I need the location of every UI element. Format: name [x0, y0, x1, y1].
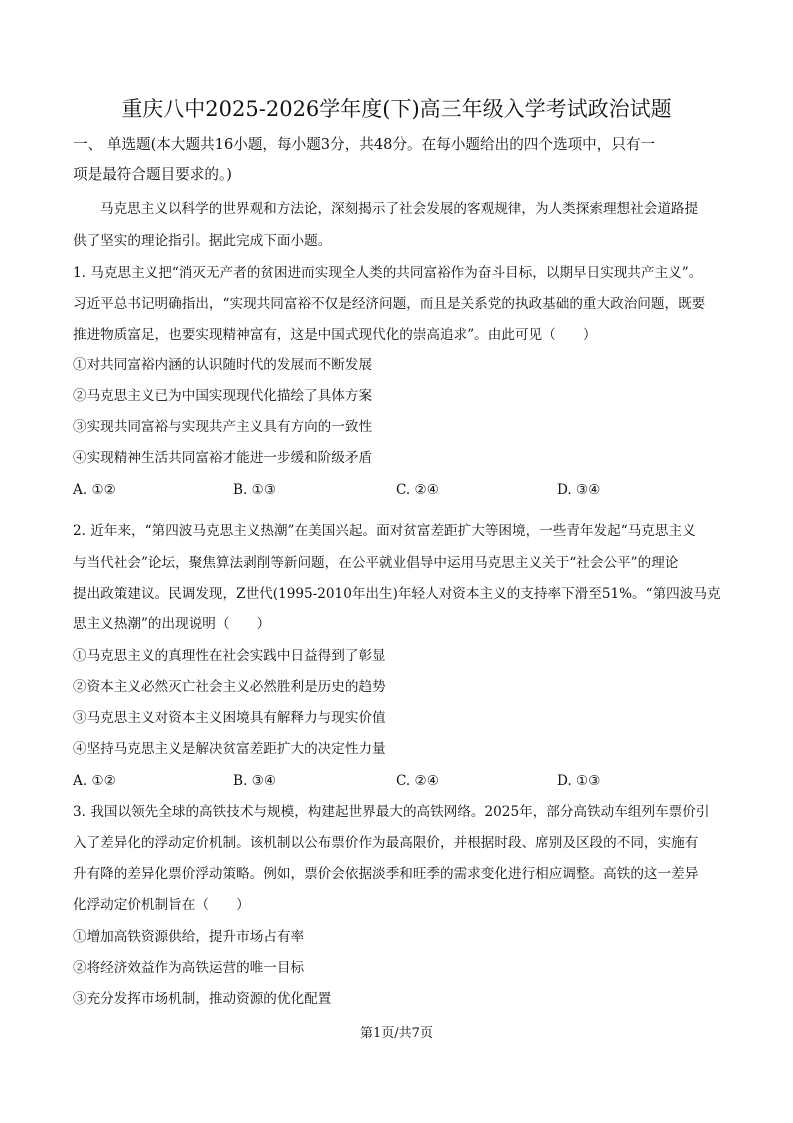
exam-title: 重庆八中2025-2026学年度(下)高三年级入学考试政治试题 [121, 97, 672, 121]
option-c: C. ②④ [396, 773, 439, 789]
section-heading-line2: 项是最符合题目要求的。) [73, 166, 232, 183]
section-heading-line1: 一、 单选题(本大题共16小题，每小题3分，共48分。在每小题给出的四个选项中，只有一 [73, 136, 656, 153]
option-a: A. ①② [73, 773, 116, 789]
intro-line2: 供了坚实的理论指引。据此完成下面小题。 [73, 233, 332, 249]
statement-2: ②将经济效益作为高铁运营的唯一目标 [73, 960, 305, 976]
option-b: B. ③④ [233, 773, 277, 789]
question-stem-line: 与当代社会”论坛，聚焦算法剥削等新问题，在公平就业倡导中运用马克思主义关于“社会公平”的理论 [73, 555, 679, 571]
statement-4: ④实现精神生活共同富裕才能进一步缓和阶级矛盾 [73, 450, 373, 466]
page-number: 第1页/共7页 [360, 1026, 433, 1041]
question-stem-line: 入了差异化的浮动定价机制。该机制以公布票价作为最高限价，并根据时段、席别及区段的不同，实施有 [73, 835, 699, 851]
statement-4: ④坚持马克思主义是解决贫富差距扩大的决定性力量 [73, 741, 386, 757]
statement-1: ①对共同富裕内涵的认识随时代的发展而不断发展 [73, 357, 373, 373]
question-stem-line: 2. 近年来，“第四波马克思主义热潮”在美国兴起。面对贫富差距扩大等困境，一些青年发起“马克思主义 [73, 523, 696, 539]
statement-1: ①增加高铁资源供给，提升市场占有率 [73, 929, 305, 945]
question-stem-line: 推进物质富足，也要实现精神富有，这是中国式现代化的崇高追求”。由此可见（ ） [73, 327, 597, 343]
statement-3: ③马克思主义对资本主义困境具有解释力与现实价值 [73, 710, 386, 726]
option-b: B. ①③ [233, 482, 277, 498]
question-stem-line: 思主义热潮”的出现说明（ ） [73, 616, 271, 632]
question-stem-line: 升有降的差异化票价浮动策略。例如，票价会依据淡季和旺季的需求变化进行相应调整。高铁的这一差异 [73, 866, 699, 882]
option-c: C. ②④ [396, 482, 439, 498]
question-stem-line: 3. 我国以领先全球的高铁技术与规模，构建起世界最大的高铁网络。2025年，部分高铁动车组列车票价引 [73, 804, 710, 820]
statement-2: ②马克思主义已为中国实现现代化描绘了具体方案 [73, 388, 373, 404]
option-d: D. ①③ [557, 773, 601, 789]
statement-1: ①马克思主义的真理性在社会实践中日益得到了彰显 [73, 648, 386, 664]
question-stem-line: 习近平总书记明确指出，“实现共同富裕不仅是经济问题，而且是关系党的执政基础的重大政治问题，既要 [73, 296, 706, 312]
statement-3: ③实现共同富裕与实现共产主义具有方向的一致性 [73, 419, 373, 435]
question-stem-line: 提出政策建议。民调发现，Z世代(1995-2010年出生)年轻人对资本主义的支持率下滑至51%。“第四波马克 [73, 586, 721, 602]
statement-3: ③充分发挥市场机制，推动资源的优化配置 [73, 991, 332, 1007]
intro-line1: 马克思主义以科学的世界观和方法论，深刻揭示了社会发展的客观规律，为人类探索理想社会道路提 [100, 201, 699, 217]
option-d: D. ③④ [557, 482, 601, 498]
question-stem-line: 化浮动定价机制旨在（ ） [73, 897, 250, 913]
statement-2: ②资本主义必然灭亡社会主义必然胜利是历史的趋势 [73, 679, 386, 695]
option-a: A. ①② [73, 482, 116, 498]
question-stem-line: 1. 马克思主义把“消灭无产者的贫困进而实现全人类的共同富裕作为奋斗目标，以期早日实现共产主义”。 [73, 265, 703, 281]
